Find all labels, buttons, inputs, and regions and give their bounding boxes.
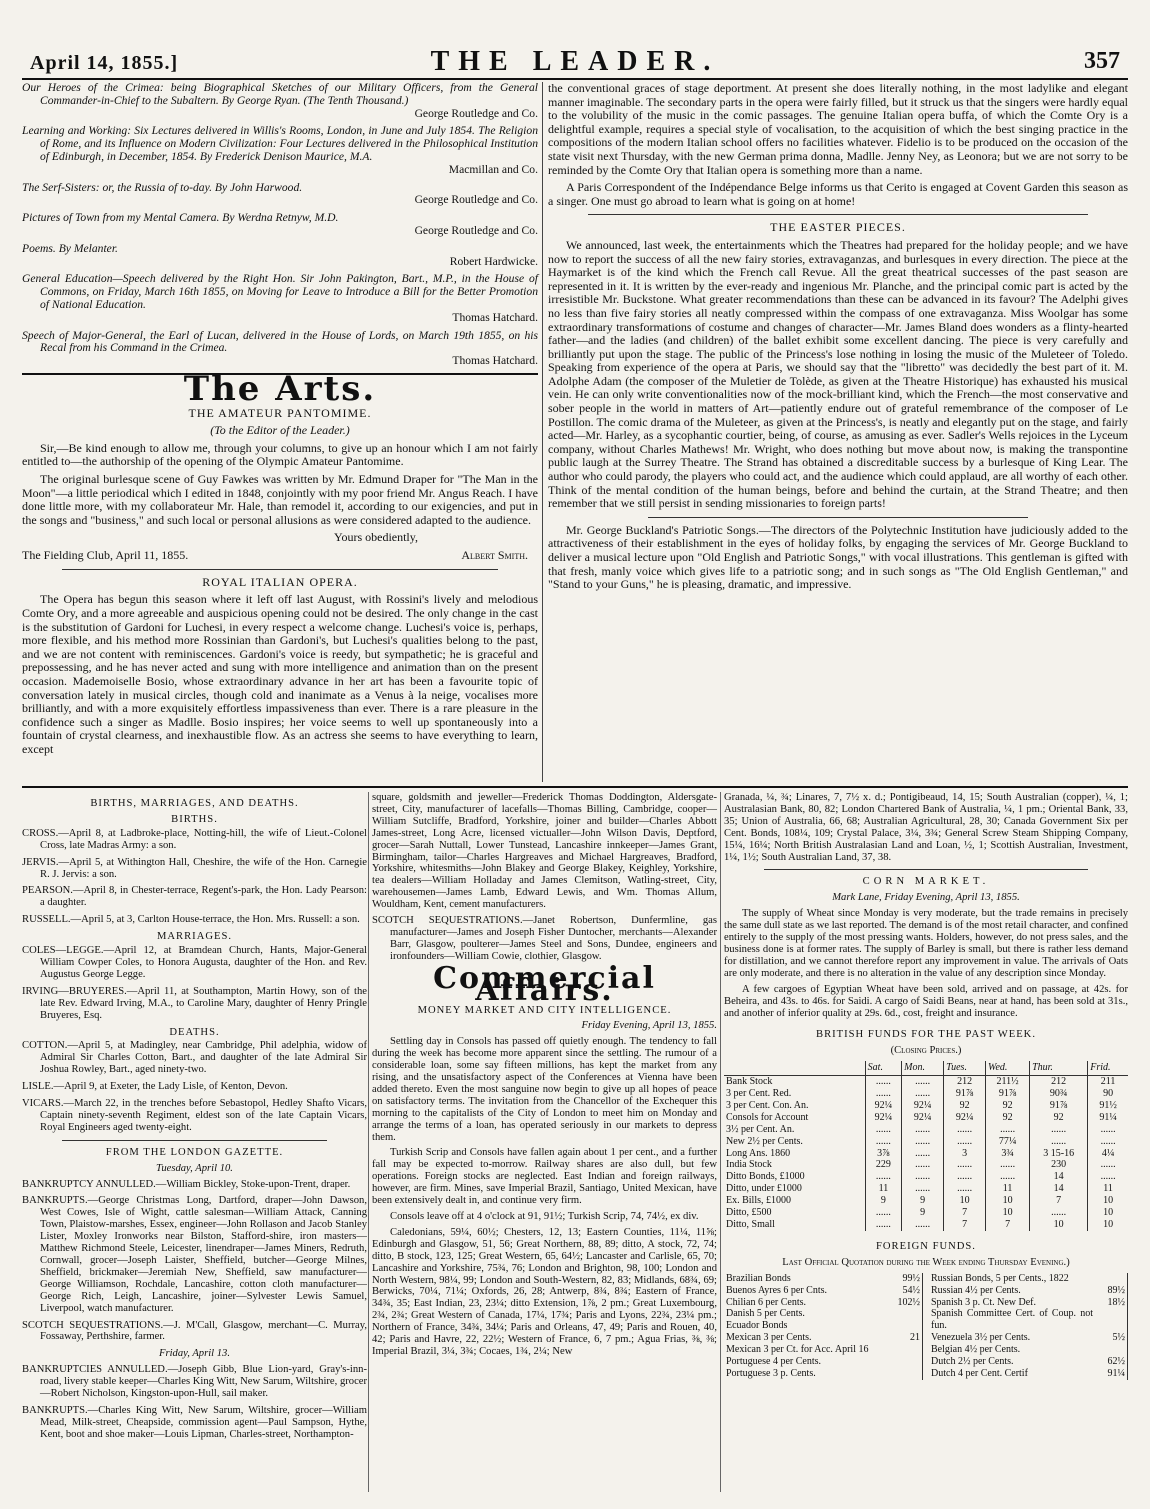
book-publisher: George Routledge and Co. [414,106,538,120]
book-entry: Pictures of Town from my Mental Camera. By Werdna Retnyw, M.D. [22,211,339,225]
fund-price [890,1356,923,1368]
table-cell: ...... [944,1136,986,1148]
notice-item: LISLE.—April 9, at Exeter, the Lady Lisle, of Kenton, Devon. [22,1081,288,1093]
marriages-heading: MARRIAGES. [156,931,233,943]
table-row [724,1285,923,1297]
easter-paragraph: We announced, last week, the entertainments which the Theatres had prepared for the holiday people; and we have now to report the success of all the new fairy stories, extravaganzas, and burlesques in every direction. The piece at the Haymarket is of the kind which the French call Revue. All the great theatrical successes of the past season are represented in it. It is written by the ever-ready and ingenious Mr. Planche, and the principal comic part is acted by the irresistible Mr. Buckstone. What greater recommendations than these can be advanced in its favour? The Adelphi gives no less than five fairy stories all neatly compressed within the compass of one extravaganza. Miss Woolgar has some extraordinary transformations of costume and changes of character—Mr. James Bland does wonders as a flinty-hearted father—and the ladies (and children) of the ballet exhibit some excellent dancing. The piece is very carefully and brilliantly put upon the stage. The public of the Princess's lose nothing in losing the music of the Muleteer of Toledo. Speaking from experience of the opera at Paris, we should say that the "libretto" was decidedly the best part of it. M. Adolphe Adam (the composer of the Muletier de Tolède, as given at the Theatre Historique) has exhausted his musical vein. He can only write conventionalities now of the mock-brilliant kind, which the French—the most conservative and sober people in the world in matters of Art—patiently endure out of grateful remembrance of the composer of Le Postillon. The comic drama of the Muleteer, as given at the Princess's, is neatly and elegantly put on the stage, and fairly acted—Mr. Harley, as a sycophantic courtier, being, of course, as amusing as ever. Sadler's Wells rejoices in the Lyceum company, without Charles Mathews! Mr. Wright, who does nothing but move about now, is making the transpontine public laugh at the Surrey Theatre. The Strand has obtained a discreditable success by a burlesque of King Lear. The author who could parody, the players who could act, and the audience which could applaud, are all worthy of each other. Think of the mental condition of the human beings, before and behind the curtain, at the Strand Theatre; and then remember that we still persist in sending missionaries to foreign parts! [548,237,1128,511]
fund-name: Portuguese 3 p. Cents. [726,1367,816,1379]
table-cell: 3 per Cent. Con. An. [726,1099,809,1111]
notice-item: COTTON.—April 5, at Madingley, near Cambridge, Phil adelphia, widow of Admiral Sir Charles Cotton, Bart., and daughter of the late Admiral Sir Joshua Rowley, Bart., aged ninety-two. [22,1040,367,1076]
fund-name: Mexican 3 per Ct. for Acc. April 16 [726,1344,869,1356]
table-cell: 10 [1088,1219,1128,1231]
table-cell: ...... [902,1159,944,1171]
table-cell: 92 [986,1100,1030,1112]
table-cell: ...... [1088,1136,1128,1148]
fund-price: 18½ [1095,1297,1128,1309]
table-row [929,1356,1128,1368]
table-cell: ...... [986,1171,1030,1183]
table-row [929,1332,1128,1344]
pantomime-paragraph: Sir,—Be kind enough to allow me, through your columns, to give up an honour which I am not fairly entitled to—the authorship of the opening of the Olympic Amateur Pantomime. [22,440,538,469]
table-cell: ...... [865,1088,902,1100]
table-row [724,1124,1128,1136]
table-row [724,1332,923,1344]
book-publisher: George Routledge and Co. [414,223,538,237]
fund-name: Spanish Committee Cert. of Coup. not fun. [931,1308,1093,1332]
table-cell: 212 [1030,1076,1088,1088]
notice-item: RUSSELL.—April 5, at 3, Carlton House-terrace, the Hon. Mrs. Russell: a son. [22,914,360,926]
table-cell: ...... [1030,1207,1088,1219]
gazette-item: BANKRUPTCIES ANNULLED.—Joseph Gibb, Blue Lion-yard, Gray's-inn-road, livery stable keeper—Charles King Witt, New Sarum, Wiltshire, grocer—Robert Nicholson, Kingston-upon-Hull, sail maker. [22,1364,367,1400]
table-cell: ...... [902,1136,944,1148]
table-cell: ...... [902,1171,944,1183]
table-cell: ...... [865,1219,902,1231]
table-cell: 14 [1030,1183,1088,1195]
table-cell: 92¼ [902,1100,944,1112]
table-cell: 7 [944,1219,986,1231]
opera-continuation: the conventional graces of stage deportment. At present she does literally nothing, in the most ladylike and elegant manner imaginable. The secondary parts in the opera were fairly filled, but it struck us that the singers were hardly equal to the volubility of the music in the comic passages. The genuine Italian opera buffa, of which the Comte Ory is a delightful example, requires a special style of vocalisation, to the acquisition of which the best singing practice in the compositions of the modern Italian school offers no facilities whatever. Fidelio is to be produced on the occasion of the state visit next Thursday, with the new German prima donna, Madlle. Jenny Ney, as Leonora; but we are not sorry to be reminded by the Comte Ory that Italian opera is something more than a name. [548,81,1128,177]
deaths-heading: DEATHS. [169,1026,220,1038]
fund-name: Buenos Ayres 6 per Cnts. [726,1284,828,1296]
book-publisher: Thomas Hatchard. [452,310,538,324]
fund-price: 54½ [890,1285,923,1297]
fund-name: Brazilian Bonds [726,1272,791,1284]
fund-price: 62½ [1095,1356,1128,1368]
table-cell: ...... [902,1148,944,1160]
table-cell: ...... [986,1124,1030,1136]
book-publisher: Robert Hardwicke. [449,254,538,268]
table-cell: ...... [1030,1136,1088,1148]
table-cell: 92¼ [865,1112,902,1124]
table-cell: 10 [944,1195,986,1207]
table-cell: 211 [1088,1076,1128,1088]
table-row [929,1297,1128,1309]
table-cell: ...... [944,1171,986,1183]
table-row [724,1159,1128,1171]
table-cell: 11 [865,1183,902,1195]
fund-price [890,1344,923,1356]
table-cell: 3½ per Cent. An. [726,1123,795,1135]
masthead [22,38,1128,80]
gazette-heading: FROM THE LONDON GAZETTE. [105,1146,284,1158]
table-cell: 10 [1088,1195,1128,1207]
table-cell: 91⅞ [944,1088,986,1100]
issue-date: April 14, 1855.] [30,52,179,74]
pantomime-paragraph: The original burlesque scene of Guy Fawkes was written by Mr. Edmund Draper for "The Man in the Moon"—a little periodical which I edited in 1848, conjointly with my poor friend Mr. Angus Reach. I have done little more, with my collaborateur Mr. Hale, than remodel it, according to our exigencies, and put in the songs and "business," and such local or personal allusions as were considered adapted to the audience. [22,471,538,527]
book-entry: The Serf-Sisters: or, the Russia of to-day. By John Harwood. [22,180,303,194]
fund-name: Venezuela 3½ per Cents. [931,1332,1031,1344]
table-cell: ...... [944,1159,986,1171]
letter-signature: Albert Smith. [461,547,528,562]
table-cell: 10 [986,1207,1030,1219]
gazette-item: SCOTCH SEQUESTRATIONS.—Janet Robertson, Dunfermline, gas manufacturer—James and Joseph Fisher Duntocher, merchants—Alexander Barr, Glasgow, poulterer—James Steel and Sons, Dundee, engineers and ironfounders—William Cowie, clothier, Glasgow. [372,915,717,962]
table-cell: 91⅞ [1030,1100,1088,1112]
bmd-heading: BIRTHS, MARRIAGES, AND DEATHS. [90,798,299,809]
table-cell: ...... [902,1088,944,1100]
cerito-paragraph: A Paris Correspondent of the Indépendance Belge informs us that Cerito is engaged at Covent Garden this season as a singer. One must go abroad to learn what is going on at home! [548,180,1128,208]
table-cell: ...... [1088,1124,1128,1136]
table-cell: 7 [1030,1195,1088,1207]
fund-name: Portuguese 4 per Cents. [726,1356,821,1368]
paper-title: THE LEADER. [430,46,720,77]
table-cell: 10 [1030,1219,1088,1231]
fund-price [890,1308,923,1320]
table-cell: 212 [944,1076,986,1088]
fund-name: Ecuador Bonds [726,1320,788,1332]
table-cell: Ditto, Small [726,1219,775,1230]
fund-price: 91¼ [1095,1368,1128,1380]
table-cell: 77¼ [986,1136,1030,1148]
table-cell: 91¼ [1088,1112,1128,1124]
table-row [724,1308,923,1320]
table-cell: 9 [902,1207,944,1219]
table-cell: ...... [865,1207,902,1219]
table-cell: Consols for Account [726,1111,809,1123]
gazette-item: BANKRUPTS.—George Christmas Long, Dartford, draper—John Dawson, West Cowes, Isle of Wight, cattle salesman—William Attack, Canning Town, Plaistow-marshes, Essex, engineer—John Rollason and Jacob Stanley Lister, Moxley Ironworks near Bilston, Stafford-shire, iron masters—Matthew Richmond Steele, Leicester, linendraper—James Miners, Redruth, Cornwall, grocer—Joseph Laister, Sheffield, butcher—George Milnes, Sheffield, brickmaker—Jeremiah New, Sheffield, saw manufacturer—George Williamson, Rochdale, Lancashire, cotton cloth manufacturer—George Rich, Leigh, Lancashire, joiner—Sylvester Lewis Samuel, Liverpool, watch manufacturer. [22,1195,367,1314]
gazette-item: BANKRUPTCY ANNULLED.—William Bickley, Stoke-upon-Trent, draper. [22,1178,351,1190]
table-cell: 3¾ [986,1148,1030,1160]
table-cell: 11 [986,1183,1030,1195]
table-cell: ...... [902,1219,944,1231]
table-cell: 211½ [986,1076,1030,1088]
shares-continuation: Granada, ¼, ¾; Linares, 7, 7½ x. d.; Pontigibeaud, 14, 15; South Australian (copper), ¼, 1; Australasian Bank, 80, 82; London Chartered Bank of Australia, ¼, 1 pm.; Oriental Bank, 33, 35; Union of Australia, 66, 68; Australian Agricultural, 28, 30; Canada Government Six per Cent. Bonds, 108¼, 109; Crystal Palace, 3¼, 3¾; General Screw Steam Shipping Company, 15¼, 16¼; North British Australasian Land and Loan, ½, 1; Scottish Australian, Investment, 1¼, 1½; South Australian Land, 37, 38. [724,792,1128,863]
table-cell: 7 [986,1219,1030,1231]
table-cell: 10 [986,1195,1030,1207]
easter-heading: THE EASTER PIECES. [770,220,906,235]
table-cell: 14 [1030,1171,1088,1183]
fund-name: Chilian 6 per Cents. [726,1296,806,1308]
book-entry: Our Heroes of the Crimea: being Biographical Sketches of our Military Officers, from the General Commander-in-Chief to the Subaltern. By George Ryan. (The Tenth Thousand.) [22,81,538,107]
lower-column-left [22,792,367,1446]
table-cell: ...... [944,1183,986,1195]
notice-item: PEARSON.—April 8, in Chester-terrace, Regent's-park, the Hon. Lady Pearson: a daughter. [22,885,367,909]
fund-name: Belgian 4½ per Cents. [931,1344,1021,1356]
book-entry: Poems. By Melanter. [22,241,118,255]
opera-paragraph: The Opera has begun this season where it left off last August, with Rossini's lively and melodious Comte Ory, and a more agreeable and auspicious opening could not be desired. The only change in the cast is the substitution of Gardoni for Luchesi, in every respect a welcome change. Luchesi's voice is, perhaps, more flexible, and his method more Rossinian than Gardoni's, but Luchesi's qualities belong to the past, and we are not content with reminiscences. Gardoni's voice is reedy, but sympathetic; he is graceful and prepossessing, and he has never acted and sung with more intelligence and animation than on the present occasion. Mademoiselle Bosio, whose extraordinary advance in her art has been a favourite topic of conversation lately in musical circles, though cold and inanimate as a Venus à la neige, vocalises more brilliantly, and with a more exquisitely effortless impassiveness than ever. There is a rare pleasure in the confidence such a singer as Madlle. Bosio inspires; her voice seems to well up spontaneously into a fountain of crystal clearness, and inexhaustible flow. As an actress she seems to have everything to learn, except [22,592,538,756]
opera-heading: ROYAL ITALIAN OPERA. [202,574,358,589]
table-cell: 92¼ [865,1100,902,1112]
table-header-cell: Wed. [986,1061,1030,1075]
column-left [22,82,538,761]
table-cell: Ex. Bills, £1000 [726,1195,792,1207]
money-paragraph: Turkish Scrip and Consols have fallen again about 1 per cent., and a further fall may be expected to-morrow. Railway shares are also dull, but few operations. Foreign stocks are neglected. East Indian and foreign railways, however, are firm. Mines, save Imperial Brazil, Santiago, United Mexican, have been extensively dealt in, and continue very firm. [372,1147,717,1207]
book-publisher: George Routledge and Co. [414,193,538,207]
table-cell: 92¼ [944,1112,986,1124]
table-row [724,1112,1128,1124]
fund-name: Spanish 3 p. Ct. New Def. [931,1296,1036,1308]
page-number: 357 [1084,48,1120,74]
table-cell: 3 15-16 [1030,1148,1088,1160]
table-cell: 90¾ [1030,1088,1088,1100]
table-header-cell: Frid. [1088,1061,1128,1075]
table-cell: Ditto Bonds, £1000 [726,1171,805,1183]
table-cell: 9 [902,1195,944,1207]
fund-name: Russian 4½ per Cents. [931,1284,1021,1296]
column-right [548,82,1128,596]
fund-price: 89½ [1095,1285,1128,1297]
book-entry: Learning and Working: Six Lectures delivered in Willis's Rooms, London, in June and July 1854. The Religion of Rome, and its Influence on Modern Civilization: Four Lectures delivered in the Philosophical Institution of Edinburgh, in December, 1854. By Frederick Denison Maurice, M.A. [22,124,538,163]
table-row [929,1273,1128,1285]
notice-item: COLES—LEGGE.—April 12, at Bramdean Church, Hants, Major-General William Cowper Coles, to Honora Augusta, daughter of the Hon. and Rev. Augustus George Legge. [22,945,367,980]
book-publisher: Macmillan and Co. [448,162,538,176]
notice-item: CROSS.—April 8, at Ladbroke-place, Notting-hill, the wife of Lieut.-Colonel Cross, late Madras Army: a son. [22,827,367,851]
table-row [724,1195,1128,1207]
table-row [724,1368,923,1380]
fund-name: Danish 5 per Cents. [726,1308,805,1320]
gazette-item: SCOTCH SEQUESTRATIONS.—J. M'Call, Glasgow, merchant—C. Murray, Fossaway, Perthshire, farmer. [22,1319,367,1343]
fund-name: Russian Bonds, 5 per Cents., 1822 [931,1272,1069,1284]
table-row [929,1344,1128,1356]
table-cell: 92 [944,1100,986,1112]
money-paragraph: Consols leave off at 4 o'clock at 91, 91½; Turkish Scrip, 74, 74½, ex div. [390,1211,699,1222]
foreign-funds-subheading: Last Official Quotation during the Week ending Thursday Evening.) [782,1256,1070,1268]
table-cell: India Stock [726,1159,772,1171]
table-cell: 90 [1088,1088,1128,1100]
table-cell: 92¼ [902,1112,944,1124]
table-cell: 3 per Cent. Red. [726,1088,792,1100]
table-cell: 230 [1030,1159,1088,1171]
table-row [724,1148,1128,1160]
lower-column-right [724,792,1128,1380]
table-cell: Ditto, under £1000 [726,1183,802,1195]
table-cell: ...... [1088,1171,1128,1183]
corn-paragraph: The supply of Wheat since Monday is very moderate, but the trade remains in precisely the same dull state as we last reported. The demand is of the most retail character, and confined entirely to the supply of the most pressing wants. Holders, however, do not press sales, and the business done is at former rates. The supply of Barley is small, but there is rather less demand for distillation, and we cannot therefore report any improvement in value. The arrivals of Oats are only moderate, and there is no alteration in the value of any description since Monday. [724,908,1128,979]
table-cell: 9 [865,1195,902,1207]
fund-price [1095,1344,1128,1356]
table-cell: ...... [1030,1124,1088,1136]
table-row [724,1273,923,1285]
table-cell: ...... [902,1124,944,1136]
table-cell: ...... [865,1076,902,1088]
book-entry: General Education—Speech delivered by the Right Hon. Sir John Pakington, Bart., M.P., in the House of Commons, on Friday, March 16th 1855, on Moving for Leave to Introduce a Bill for the Better Promotion of National Education. [22,272,538,311]
money-market-heading: MONEY MARKET AND CITY INTELLIGENCE. [417,1004,672,1016]
table-row [929,1368,1128,1380]
table-header-cell: Mon. [902,1061,944,1075]
fund-name: Mexican 3 per Cents. [726,1332,812,1344]
letter-closing: Yours obediently, [333,530,418,545]
notice-item: IRVING—BRUYERES.—April 11, at Southampton, Martin Howy, son of the late Rev. Edward Irving, M.A., to Caroline Mary, daughter of Henry Pringle Bruyeres, Esq. [22,985,367,1021]
british-funds-heading: BRITISH FUNDS FOR THE PAST WEEK. [816,1029,1036,1041]
pantomime-heading: THE AMATEUR PANTOMIME. [188,405,372,420]
table-cell: ...... [944,1124,986,1136]
fund-name: Dutch 2½ per Cents. [931,1356,1014,1368]
table-cell: ...... [865,1124,902,1136]
table-cell: 91⅞ [986,1088,1030,1100]
british-funds-subheading: (Closing Prices.) [890,1045,962,1057]
table-row [724,1076,1128,1088]
table-row [724,1219,1128,1231]
fund-name: Dutch 4 per Cent. Certif [931,1367,1028,1379]
fund-price [890,1320,923,1332]
corn-market-date: Mark Lane, Friday Evening, April 13, 1855. [832,892,1020,904]
table-cell: Ditto, £500 [726,1207,772,1219]
table-row [724,1297,923,1309]
arts-section-title: The Arts. [183,368,377,409]
table-cell: ...... [865,1136,902,1148]
fund-price: 21 [890,1332,923,1344]
table-cell: 92 [1030,1112,1088,1124]
books-received-list [22,82,538,368]
table-cell: Bank Stock [726,1076,773,1088]
letter-place-date: The Fielding Club, April 11, 1855. [22,547,189,562]
table-header-cell: Sat. [865,1061,902,1075]
gazette-date: Friday, April 13. [158,1348,231,1360]
foreign-funds-heading: FOREIGN FUNDS. [876,1240,976,1252]
lower-column-middle [372,792,717,1362]
table-row [724,1100,1128,1112]
table-cell: 10 [1088,1207,1128,1219]
table-cell: 3 [944,1148,986,1160]
gazette-date: Tuesday, April 10. [156,1162,233,1174]
table-row [724,1207,1128,1219]
table-row [929,1308,1128,1332]
fund-price: 99½ [890,1273,923,1285]
notice-item: VICARS.—March 22, in the trenches before Sebastopol, Hedley Shafto Vicars, Captain ninety-seventh Regiment, eldest son of the late Captain Vicars, Royal Engineers aged twenty-eight. [22,1098,367,1133]
table-cell: New 2½ per Cents. [726,1135,803,1147]
corn-market-heading: CORN MARKET. [862,876,990,888]
fund-price [1095,1308,1128,1332]
notice-item: JERVIS.—April 5, at Withington Hall, Cheshire, the wife of the Hon. Carnegie R. J. Jervis: a son. [22,856,367,880]
table-cell: 91½ [1088,1100,1128,1112]
table-cell: Long Ans. 1860 [726,1147,791,1159]
polytechnic-paragraph: Mr. George Buckland's Patriotic Songs.—The directors of the Polytechnic Institution have judiciously added to the attractiveness of their establishment in the eyes of holiday folks, by engaging the services of Mr. George Buckland to deliver a musical lecture upon "Old English and Patriotic Songs," with vocal illustrations. This gentleman is gifted with that fresh, manly voice which gives life to a patriotic song; and in such songs as "The Old English Gentleman," and "Stand to your Guns," he is pleasing, dramatic, and impressive. [548,522,1128,592]
table-row [724,1320,923,1332]
table-cell: 3⅞ [865,1148,902,1160]
table-header-cell: Tues. [944,1061,986,1075]
foreign-funds-table [724,1273,1128,1380]
book-entry: Speech of Major-General, the Earl of Lucan, delivered in the House of Lords, on March 19th 1855, on his Recal from his Command in the Crimea. [22,328,538,355]
money-paragraph: Caledonians, 59¼, 60½; Chesters, 12, 13; Eastern Counties, 11¼, 11⅝; Edinburgh and Glasgow, 51, 56; Great Northern, 88, 89; ditto, A stock, 72, 74; ditto, B stock, 123, 125; Great Western, 65, 64½; Lancaster and Carlisle, 65, 70; Lancashire and Yorkshire, 75¾, 76; London and Brighton, 98, 100; London and North Western, 98¼, 99; London and South-Western, 82, 83; Midlands, 68¾, 69; Berwicks, 70¼, 71¼; Oxfords, 26, 28; Antwerp, 8¾, 8¾; Eastern of France, 34¾, 35; East Indian, 23, 23¼; ditto Extension, 1⅞, 2 pm.; Great Luxembourg, 2¾, 2¾; Great Western of Canada, 17¼, 17¾; Paris and Lyons, 22¾, 23¼ pm.; Northern of France, 34¾, 34¼; Paris and Orleans, 47, 49; Paris and Rouen, 40, 42; Paris and Havre, 22, 22½; Western of France, 6, 7 pm.; Agua Frias, ⅜, ⅜; Imperial Brazil, 3¼, 3¾; Cocaes, 1¾, 2¼; New [372,1226,717,1357]
money-paragraph: Settling day in Consols has passed off quietly enough. The tendency to fall during the week has become more apparent since the settling. The rumour of a considerable loan, some say fifteen millions, has kept the market from any rising, and the unsatisfactory aspect of the Conferences at Vienna have been added thereto. Even the most sanguine now begin to give up all hopes of peace on satisfactory terms. The invitation from the Chancellor of the Exchequer this morning to the capitalists of the City of London to meet him on Monday and arrange the terms of a loan, has operated seriously in our markets to depress them. [372,1036,717,1143]
table-cell: 4¼ [1088,1148,1128,1160]
gazette-item: BANKRUPTS.—Charles King Witt, New Sarum, Wiltshire, grocer—William Mead, Milk-street, Cheapside, commission agent—Paul Sampson, Hythe, Kent, boot and shoe maker—Louis Lipman, Charles-street, Northampton- [22,1404,367,1440]
gazette-continuation: square, goldsmith and jeweller—Frederick Thomas Doddington, Aldersgate-street, City, manufacturer of lacefalls—Thomas Billing, Cambridge, cooper—William Sutcliffe, Bradford, Yorkshire, joiner and builder—Charles Abbott James-street, Long Acre, licensed victualler—John Wilson Davis, Deptford, grocer—Sarah Nuttall, Lower Tunstead, Lancashire innkeeper—James Grant, Birmingham, tailor—Charles Hargreaves and Michael Hargreaves, Bradford, Yorkshire, whitesmiths—John Blakey and George Blakey, Keighley, Yorkshire, tea dealers—William Holladay and James Clemitson, Watling-street, City, warehousemen—James Lamb, Edward Lewis, and Wm. Thomas Allum, Wouldham, Kent, cement manufacturers. [372,792,717,911]
book-publisher: Thomas Hatchard. [452,354,538,368]
fund-price: 5½ [1095,1332,1128,1344]
table-cell: ...... [1088,1159,1128,1171]
british-funds-table [724,1061,1128,1231]
table-row [724,1136,1128,1148]
table-cell: 11 [1088,1183,1128,1195]
table-header-cell [724,1061,865,1075]
table-cell: 229 [865,1159,902,1171]
pantomime-subheading: (To the Editor of the Leader.) [210,423,350,438]
fund-price [1095,1273,1128,1285]
fund-price [890,1368,923,1380]
table-cell: ...... [902,1076,944,1088]
corn-paragraph: A few cargoes of Egyptian Wheat have been sold, arrived and on passage, at 42s. for Beheira, and 43s. to 46s. for Saidi. A cargo of Saidi Beans, near at hand, has been sold at 31s., and another of inferior quality at 29s. 6d., cost, freight and insurance. [724,983,1128,1019]
table-row [929,1285,1128,1297]
commercial-section-title: Commercial Affairs. [433,960,656,1008]
table-header-cell: Thur. [1030,1061,1088,1075]
births-heading: BIRTHS. [171,813,218,825]
table-row [724,1183,1128,1195]
table-row [724,1344,923,1356]
table-cell: 7 [944,1207,986,1219]
table-cell: 92 [986,1112,1030,1124]
table-cell: ...... [986,1159,1030,1171]
table-cell: ...... [865,1171,902,1183]
table-row [724,1088,1128,1100]
table-cell: ...... [902,1183,944,1195]
table-row [724,1171,1128,1183]
fund-price: 102½ [890,1297,923,1309]
money-market-date: Friday Evening, April 13, 1855. [581,1020,717,1032]
table-row [724,1356,923,1368]
